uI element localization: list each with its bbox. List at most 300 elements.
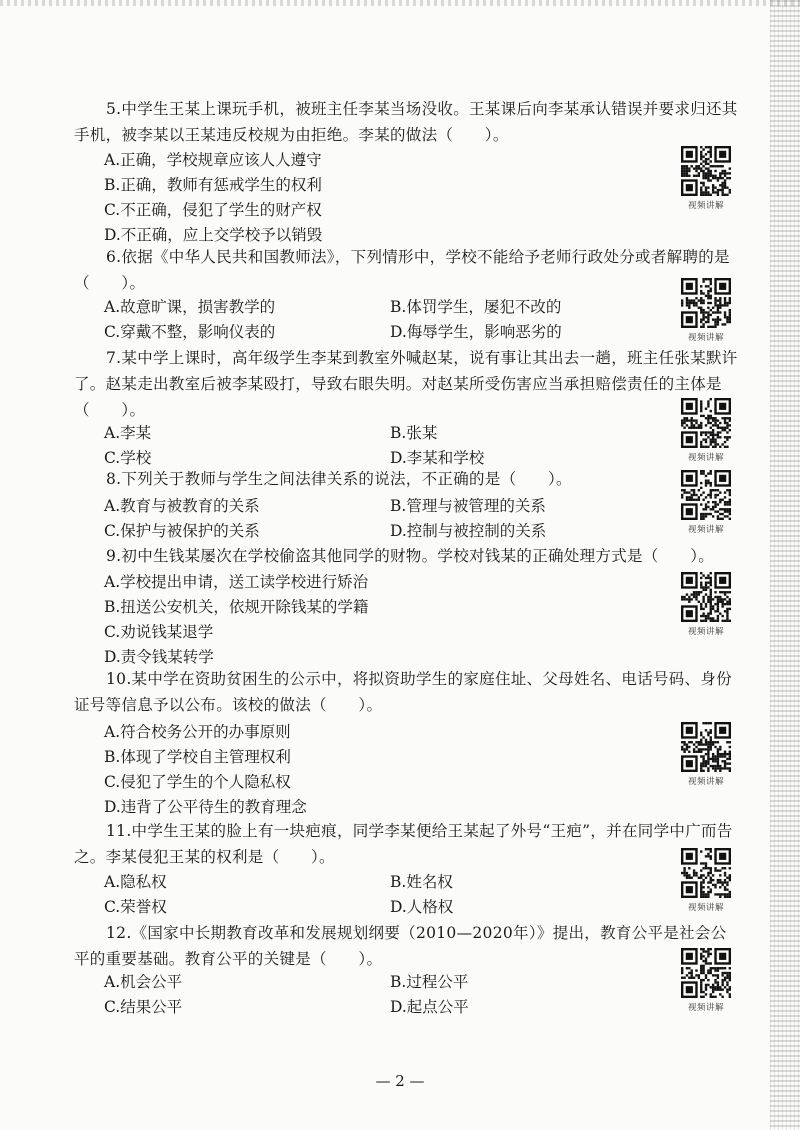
qr-module [717,615,719,617]
qr-module [721,182,723,184]
option-a: A.符合校务公开的办事原则 [104,723,291,741]
qr-module [683,172,685,174]
qr-module [724,491,726,493]
qr-module [724,503,726,505]
qr-module [729,510,731,512]
qr-module [705,285,707,287]
qr-module [710,888,712,890]
qr-module [686,872,688,874]
qr-module [707,762,709,764]
qr-finder [686,986,693,993]
qr-module [729,424,731,426]
qr-module [714,867,716,869]
qr-module [707,417,709,419]
qr-module [710,891,712,893]
qr-module [729,996,731,998]
qr-module [724,314,726,316]
qr-module [693,427,695,429]
qr-module [724,316,726,318]
qr-code-video-11[interactable] [678,848,734,913]
qr-module [705,160,707,162]
qr-module [717,617,719,619]
qr-module [698,741,700,743]
qr-module [698,424,700,426]
qr-module [702,280,704,282]
question-stem: 8.下列关于教师与学生之间法律关系的说法，不正确的是（ ）。 [106,470,572,488]
qr-module [729,417,731,419]
qr-module [700,877,702,879]
qr-module [729,302,731,304]
qr-module [705,311,707,313]
qr-module [724,896,726,898]
qr-module [686,417,688,419]
qr-module [721,191,723,193]
qr-module [707,972,709,974]
qr-module [714,767,716,769]
qr-module [693,424,695,426]
qr-code-video-6[interactable] [678,278,734,343]
qr-module [681,496,683,498]
qr-module [700,984,702,986]
qr-module [712,515,714,517]
option-b: B.姓名权 [390,873,453,891]
qr-module [710,295,712,297]
qr-module [726,893,728,895]
qr-module [707,760,709,762]
qr-module [702,620,704,622]
qr-module [724,182,726,184]
qr-module [705,503,707,505]
qr-module [729,877,731,879]
qr-module [717,610,719,612]
qr-module [712,743,714,745]
qr-module [688,302,690,304]
qr-module [729,867,731,869]
question-5 [74,96,742,148]
qr-module [686,419,688,421]
qr-module [700,981,702,983]
qr-module [724,760,726,762]
qr-module [717,179,719,181]
qr-module [705,865,707,867]
qr-module [712,760,714,762]
qr-module [712,508,714,510]
qr-module [688,419,690,421]
qr-module [729,316,731,318]
qr-module [688,496,690,498]
qr-module [724,762,726,764]
qr-module [700,441,702,443]
qr-module [729,603,731,605]
qr-module [729,518,731,520]
qr-module [726,417,728,419]
qr-module [721,417,723,419]
qr-code-video-12[interactable] [678,948,734,1013]
qr-module [700,186,702,188]
qr-module [726,981,728,983]
qr-module [721,429,723,431]
qr-module [700,862,702,864]
qr-module [729,741,731,743]
qr-module [729,499,731,501]
qr-module [726,988,728,990]
qr-module [729,758,731,760]
qr-module [724,874,726,876]
qr-module [707,403,709,405]
qr-module [724,304,726,306]
qr-module [707,582,709,584]
qr-module [719,307,721,309]
qr-module [729,318,731,320]
qr-module [729,311,731,313]
qr-module [714,741,716,743]
qr-module [707,984,709,986]
qr-module [705,974,707,976]
option-c: C.保护与被保护的关系 [104,522,260,540]
qr-module [710,858,712,860]
qr-module [719,869,721,871]
qr-module [710,872,712,874]
qr-module [710,151,712,153]
qr-module [710,148,712,150]
qr-module [724,436,726,438]
qr-module [710,427,712,429]
qr-module [700,194,702,196]
qr-module [688,967,690,969]
qr-module [717,753,719,755]
qr-module [717,436,719,438]
qr-module [707,146,709,148]
qr-module [714,501,716,503]
qr-module [712,438,714,440]
qr-module [717,762,719,764]
qr-module [719,172,721,174]
qr-module [719,770,721,772]
qr-module [719,874,721,876]
qr-module [724,753,726,755]
qr-module [726,591,728,593]
qr-code-icon [681,948,731,998]
qr-module [726,620,728,622]
qr-module [693,977,695,979]
qr-module [714,438,716,440]
qr-module [729,501,731,503]
qr-module [710,610,712,612]
qr-module [714,422,716,424]
qr-module [686,748,688,750]
qr-module [707,175,709,177]
qr-module [710,593,712,595]
qr-module [710,765,712,767]
qr-module [700,487,702,489]
qr-module [717,755,719,757]
qr-module [691,302,693,304]
qr-module [729,321,731,323]
qr-module [710,415,712,417]
qr-module [707,748,709,750]
qr-module [729,314,731,316]
question-10 [74,666,742,718]
qr-module [714,591,716,593]
qr-module [724,427,726,429]
qr-finder [719,577,726,584]
qr-module [707,172,709,174]
qr-module [729,977,731,979]
option-c: C.学校 [104,449,152,467]
qr-module [729,489,731,491]
qr-module [702,886,704,888]
qr-module [700,431,702,433]
qr-code-video-8[interactable] [678,470,734,535]
qr-module [710,993,712,995]
qr-module [705,862,707,864]
qr-module [721,867,723,869]
qr-module [729,189,731,191]
qr-module [717,974,719,976]
qr-module [710,736,712,738]
qr-module [681,494,683,496]
qr-module [705,760,707,762]
qr-module [700,770,702,772]
qr-module [686,496,688,498]
qr-module [717,969,719,971]
qr-module [717,977,719,979]
qr-module [702,896,704,898]
qr-finder [719,953,726,960]
qr-module [691,969,693,971]
qr-code-video-9[interactable] [678,572,734,637]
qr-module [686,297,688,299]
qr-code-video-10[interactable] [678,722,734,787]
qr-module [705,480,707,482]
qr-module [719,879,721,881]
qr-module [707,617,709,619]
qr-module [681,596,683,598]
qr-module [714,986,716,988]
qr-module [702,955,704,957]
qr-module [700,582,702,584]
qr-module [700,503,702,505]
qr-module [726,877,728,879]
qr-module [724,441,726,443]
qr-module [707,163,709,165]
qr-module [717,879,719,881]
qr-module [719,297,721,299]
qr-module [702,879,704,881]
qr-module [714,996,716,998]
qr-module [688,751,690,753]
qr-module [712,765,714,767]
qr-module [702,862,704,864]
qr-module [729,601,731,603]
qr-module [712,874,714,876]
qr-module [702,156,704,158]
qr-code-icon [681,398,731,448]
qr-module [707,151,709,153]
qr-module [724,429,726,431]
qr-module [719,318,721,320]
qr-module [702,881,704,883]
qr-module [726,753,728,755]
qr-module [721,881,723,883]
qr-module [707,482,709,484]
qr-module [705,739,707,741]
qr-module [724,422,726,424]
qr-module [691,489,693,491]
qr-module [712,318,714,320]
qr-module [714,446,716,448]
qr-module [710,314,712,316]
qr-module [705,848,707,850]
qr-module [700,158,702,160]
qr-module [721,996,723,998]
qr-module [729,972,731,974]
qr-module [714,979,716,981]
qr-module [729,494,731,496]
qr-module [724,299,726,301]
qr-module [705,620,707,622]
qr-module [726,194,728,196]
qr-module [710,417,712,419]
qr-module [717,984,719,986]
qr-caption: 视频讲解 [687,525,724,535]
qr-module [698,165,700,167]
qr-module [705,582,707,584]
qr-module [681,422,683,424]
qr-module [707,969,709,971]
qr-module [705,431,707,433]
qr-module [710,591,712,593]
qr-module [698,743,700,745]
qr-module [729,491,731,493]
qr-module [705,438,707,440]
qr-finder [686,508,693,515]
qr-module [691,496,693,498]
qr-module [705,177,707,179]
qr-module [702,586,704,588]
qr-module [729,746,731,748]
qr-module [712,879,714,881]
qr-module [712,767,714,769]
qr-module [710,855,712,857]
qr-module [724,881,726,883]
qr-module [710,953,712,955]
qr-module [724,297,726,299]
qr-module [686,172,688,174]
qr-module [719,508,721,510]
qr-module [721,194,723,196]
qr-code-video-5[interactable] [678,146,734,211]
qr-module [714,297,716,299]
qr-module [714,758,716,760]
qr-module [714,443,716,445]
qr-module [698,499,700,501]
qr-module [707,596,709,598]
qr-module [707,431,709,433]
qr-module [721,984,723,986]
qr-module [726,304,728,306]
qr-module [726,438,728,440]
qr-module [714,770,716,772]
qr-module [729,309,731,311]
qr-module [707,855,709,857]
qr-module [700,170,702,172]
qr-module [721,304,723,306]
qr-module [705,977,707,979]
qr-module [721,884,723,886]
qr-module [717,194,719,196]
qr-module [700,979,702,981]
qr-module [702,596,704,598]
qr-module [717,620,719,622]
qr-module [693,874,695,876]
qr-module [714,603,716,605]
qr-caption: 视频讲解 [687,777,724,787]
qr-module [717,748,719,750]
qr-module [700,884,702,886]
qr-module [719,986,721,988]
qr-finder [686,283,693,290]
qr-module [712,967,714,969]
qr-module [702,160,704,162]
qr-module [710,729,712,731]
qr-module [700,410,702,412]
qr-module [707,326,709,328]
qr-module [700,321,702,323]
qr-module [710,422,712,424]
qr-module [714,610,716,612]
qr-module [683,417,685,419]
qr-module [724,972,726,974]
qr-module [702,323,704,325]
qr-module [700,765,702,767]
qr-module [702,743,704,745]
qr-module [726,884,728,886]
qr-module [712,617,714,619]
qr-module [710,175,712,177]
question-stem: 12.《国家中长期教育改革和发展规划纲要（2010—2020年）》提出，教育公平是社会公平的重要基础。教育公平的关键是（ ）。 [74,924,727,968]
qr-module [707,953,709,955]
qr-module [695,591,697,593]
qr-module [686,874,688,876]
qr-module [707,950,709,952]
option-d: D.控制与被控制的关系 [390,522,547,540]
qr-module [719,436,721,438]
qr-module [712,431,714,433]
qr-module [705,877,707,879]
qr-module [702,326,704,328]
qr-module [698,427,700,429]
qr-module [714,186,716,188]
qr-module [698,496,700,498]
qr-module [707,853,709,855]
qr-module [707,962,709,964]
qr-module [726,446,728,448]
qr-code-video-7[interactable] [678,398,734,463]
qr-module [726,741,728,743]
qr-finder [686,436,693,443]
qr-caption: 视频讲解 [687,627,724,637]
qr-module [707,746,709,748]
qr-module [710,283,712,285]
qr-module [700,156,702,158]
qr-module [714,165,716,167]
qr-module [710,153,712,155]
option-c: C.劝说钱某退学 [104,623,214,641]
qr-module [707,415,709,417]
qr-module [707,770,709,772]
qr-module [717,434,719,436]
